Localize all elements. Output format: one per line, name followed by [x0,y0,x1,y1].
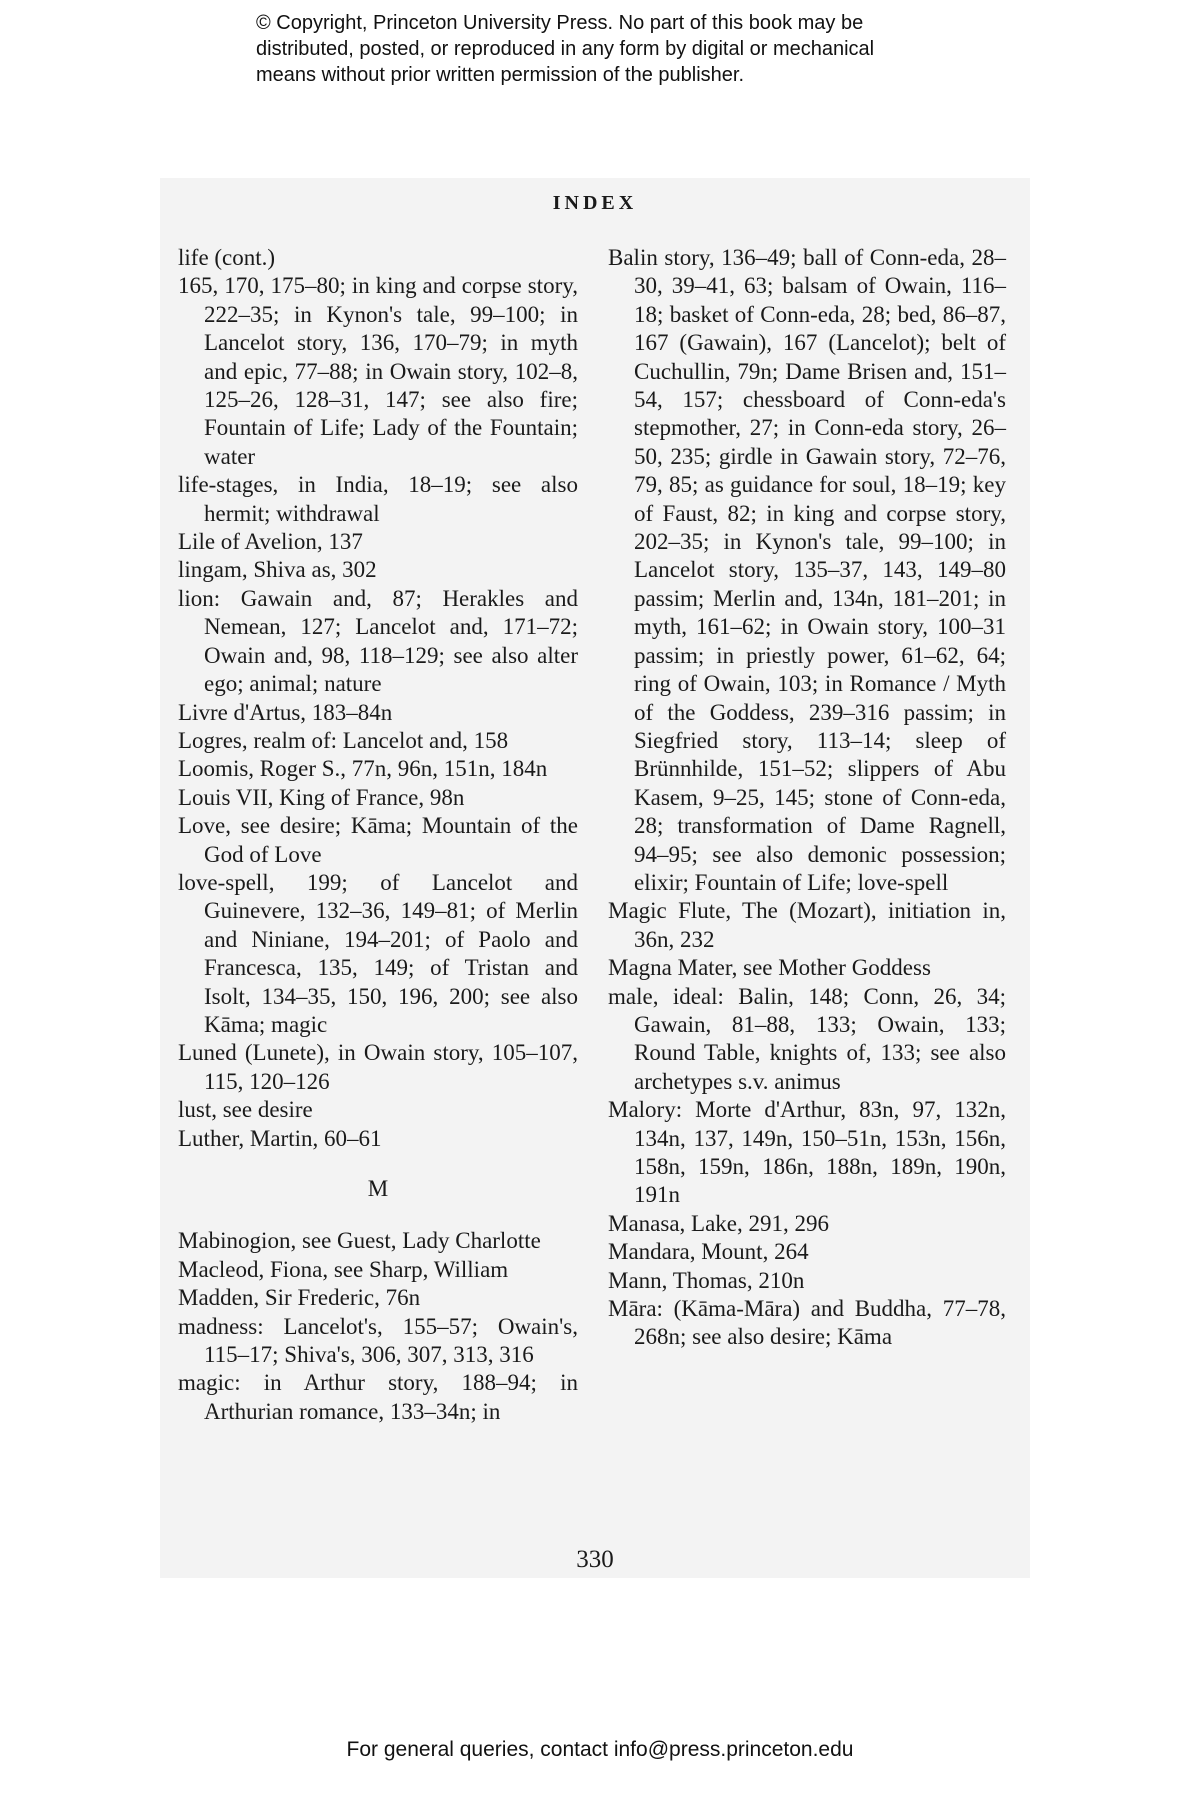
index-entry: 165, 170, 175–80; in king and corpse story, 222–35; in Kynon's tale, 99–100; in Lancelot story, 136, 170–79; in myth and epic, 77–88; in Owain story, 102–8, 125–26, 128–31, 147; see also fire; Fountain of Life; Lady of the Fountain; water [178,273,578,469]
index-entry: Livre d'Artus, 183–84n [178,699,393,725]
index-entry: life-stages, in India, 18–19; see also hermit; withdrawal [178,472,578,526]
left-column [178,244,578,1426]
index-entry: Lile of Avelion, 137 [178,529,363,555]
index-entry: Madden, Sir Frederic, 76n [178,1285,421,1311]
index-entry: Mabinogion, see Guest, Lady Charlotte [178,1228,541,1254]
index-entry: male, ideal: Balin, 148; Conn, 26, 34; Gawain, 81–88, 133; Owain, 133; Round Table, knights of, 133; see also archetypes s.v. animus [608,983,1006,1094]
index-entry: madness: Lancelot's, 155–57; Owain's, 115–17; Shiva's, 306, 307, 313, 316 [178,1313,578,1368]
index-entry: Luned (Lunete), in Owain story, 105–107, 115, 120–126 [178,1040,578,1094]
index-entry: Māra: (Kāma-Māra) and Buddha, 77–78, 268n; see also desire; Kāma [608,1296,1006,1350]
index-entry: Balin story, 136–49; ball of Conn-eda, 28–30, 39–41, 63; balsam of Owain, 116–18; basket of Conn-eda, 28; bed, 86–87, 167 (Gawain), 167 (Lancelot); belt of Cuchullin, 79n; Dame Brisen and, 151–54, 157; chessboard of Conn-eda's stepmother, 27; in Conn-eda story, 26–50, 235; girdle in Gawain story, 72–76, 79, 85; as guidance for soul, 18–19; key of Faust, 82; in king and corpse story, 202–35; in Kynon's tale, 99–100; in Lancelot story, 135–37, 143, 149–80 passim; Merlin and, 134n, 181–201; in myth, 161–62; in Owain story, 100–31 passim; in priestly power, 61–62, 64; ring of Owain, 103; in Romance / Myth of the Goddess, 239–316 passim; in Siegfried story, 113–14; sleep of Brünnhilde, 151–52; slippers of Abu Kasem, 9–25, 145; stone of Conn-eda, 28; transformation of Dame Ragnell, 94–95; see also demonic possession; elixir; Fountain of Life; love-spell [608,245,1006,895]
index-entry: Macleod, Fiona, see Sharp, William [178,1256,509,1282]
index-entry: Luther, Martin, 60–61 [178,1125,382,1151]
copyright-line: © Copyright, Princeton University Press. No part of this book may be [256,12,864,34]
index-entry: Magic Flute, The (Mozart), initiation in, 36n, 232 [608,898,1006,952]
right-column [608,244,1006,1352]
copyright-line: distributed, posted, or reproduced in any form by digital or mechanical [256,38,875,60]
index-entry: Logres, realm of: Lancelot and, 158 [178,727,509,753]
index-entry: lust, see desire [178,1097,313,1123]
index-entry: Loomis, Roger S., 77n, 96n, 151n, 184n [178,756,548,782]
index-entry: lingam, Shiva as, 302 [178,557,377,583]
page-heading: INDEX [552,192,638,214]
index-entry: life (cont.) [178,245,276,270]
index-entry: Mandara, Mount, 264 [608,1239,809,1265]
index-entry: Magna Mater, see Mother Goddess [608,955,931,981]
copyright-line: means without prior written permission of the publisher. [256,64,745,86]
page-number: 330 [576,1546,614,1573]
index-entry: Louis VII, King of France, 98n [178,784,465,810]
index-entry: Love, see desire; Kāma; Mountain of the God of Love [178,813,578,867]
index-entry: Manasa, Lake, 291, 296 [608,1210,829,1236]
index-entry: Malory: Morte d'Arthur, 83n, 97, 132n, 134n, 137, 149n, 150–51n, 153n, 156n, 158n, 159n, 186n, 188n, 189n, 190n, 191n [608,1097,1006,1208]
section-letter: M [367,1176,389,1201]
copyright-notice [256,10,1016,88]
index-entry: Mann, Thomas, 210n [608,1267,805,1293]
index-entry: magic: in Arthur story, 188–94; in Arthurian romance, 133–34n; in [178,1370,578,1424]
index-entry: love-spell, 199; of Lancelot and Guinevere, 132–36, 149–81; of Merlin and Niniane, 194–201; of Paolo and Francesca, 135, 149; of Tristan and Isolt, 134–35, 150, 196, 200; see also Kāma; magic [178,869,578,1037]
contact-footer: For general queries, contact info@press.princeton.edu [346,1738,854,1761]
index-entry: lion: Gawain and, 87; Herakles and Nemean, 127; Lancelot and, 171–72; Owain and, 98, 118–129; see also alter ego; animal; nature [178,585,578,697]
